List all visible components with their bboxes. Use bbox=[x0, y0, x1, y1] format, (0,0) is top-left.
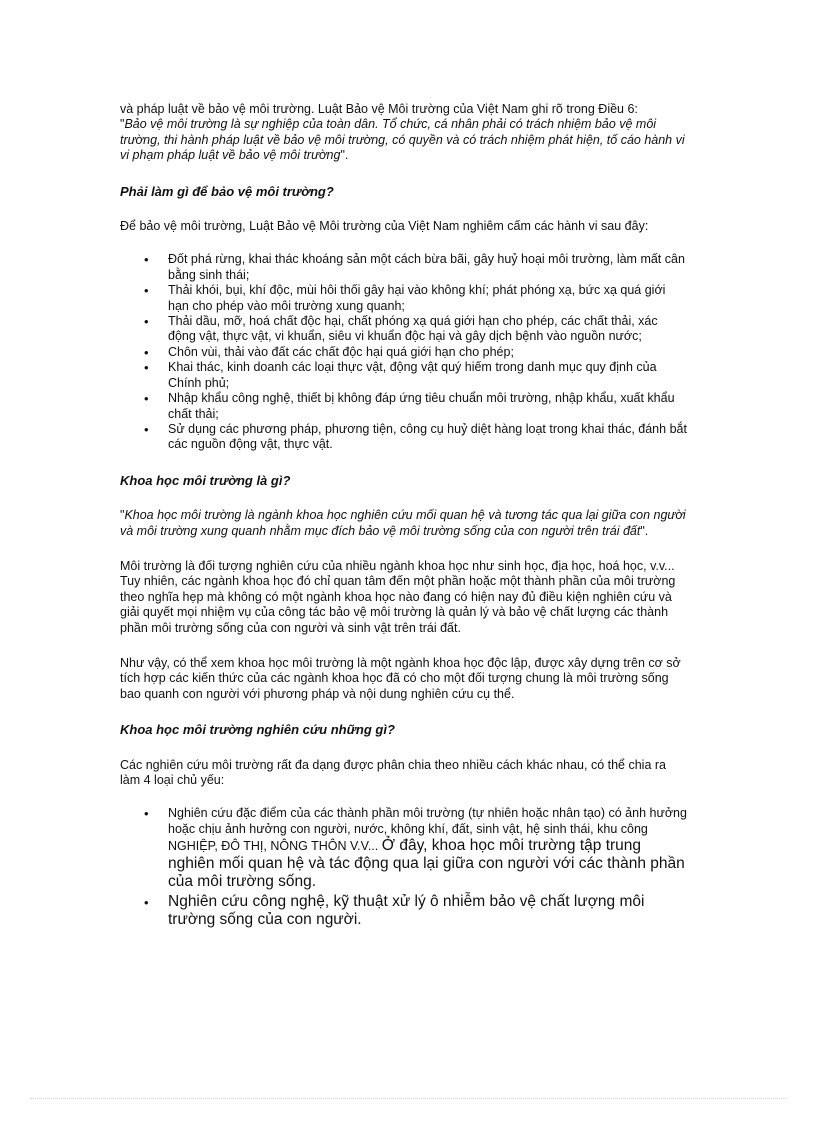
list-item: • Đốt phá rừng, khai thác khoáng sản một cách bừa bãi, gây huỷ hoại môi trường, làm mất cân bằng sinh thái; bbox=[120, 252, 688, 283]
definition-quote: Khoa học môi trường là ngành khoa học nghiên cứu mối quan hệ và tương tác qua lại giữa con người và môi trường xung quanh nhằm mục đích bảo vệ môi trường sống của con người trên trái đất bbox=[120, 508, 686, 538]
intro-quote: Bảo vệ môi trường là sự nghiệp của toàn dân. Tổ chức, cá nhân phải có trách nhiệm bảo vệ môi trường, thi hành pháp luật về bảo vệ môi trường, có quyền và có trách nhiệm phát hiện, tố cáo hành vi vi phạm pháp luật về bảo vệ môi trường bbox=[120, 117, 685, 163]
list-item: • Nghiên cứu công nghệ, kỹ thuật xử lý ô nhiễm bảo vệ chất lượng môi trường sống của con người. bbox=[120, 893, 688, 929]
science-paragraph-2: Như vậy, có thể xem khoa học môi trường là một ngành khoa học độc lập, được xây dựng trên cơ sở tích hợp các kiến thức của các ngành khoa học đã có cho một đối tượng chung là môi trường sống bao quanh con người với phương pháp và nội dung nghiên cứu cụ thể. bbox=[120, 655, 681, 701]
list-item: • Chôn vùi, thải vào đất các chất độc hại quá giới hạn cho phép; bbox=[120, 345, 688, 360]
list-item: • Thải khói, bụi, khí độc, mùi hôi thối gây hại vào không khí; phát phóng xạ, bức xạ quá giới hạn cho phép vào môi trường xung quanh; bbox=[120, 283, 688, 314]
intro-quote-close: ". bbox=[340, 148, 349, 163]
list-item: • Khai thác, kinh doanh các loại thực vật, động vật quý hiếm trong danh mục quy định của Chính phủ; bbox=[120, 360, 688, 391]
science-definition bbox=[120, 508, 688, 539]
definition-quote-open: " bbox=[120, 508, 125, 523]
section-heading-research: Khoa học môi trường nghiên cứu những gì? bbox=[120, 722, 395, 738]
intro-paragraph bbox=[120, 102, 688, 164]
prohibited-list bbox=[120, 252, 688, 452]
research-list bbox=[120, 806, 688, 929]
research-item-1-text: Nghiên cứu đặc điểm của các thành phần môi trường (tự nhiên hoặc nhân tạo) có ảnh hưởng hoặc chịu ảnh hưởng con người, nước, không khí, đất, sinh vật, hệ sinh thái, khu công NGHIỆP, ĐÔ THỊ, NÔNG THÔN V.V... bbox=[168, 806, 687, 854]
definition-quote-close: ". bbox=[640, 523, 649, 538]
list-item: • Nhập khẩu công nghệ, thiết bị không đáp ứng tiêu chuẩn môi trường, nhập khẩu, xuất khẩu chất thải; bbox=[120, 391, 688, 422]
science-paragraph-1: Môi trường là đối tượng nghiên cứu của nhiều ngành khoa học như sinh học, địa học, hoá học, v.v... Tuy nhiên, các ngành khoa học đó chỉ quan tâm đến một phần hoặc một thành phần của môi trường theo nghĩa hẹp mà không có một ngành khoa học nào đang có hiện nay đủ điều kiện nghiên cứu và giải quyết mọi nhiệm vụ của công tác bảo vệ môi trường là quản lý và bảo vệ chất lượng các thành phần môi trường sống của con người và sinh vật trên trái đất. bbox=[120, 558, 676, 635]
research-item-1-large-text: Ở đây, khoa học môi trường tập trung nghiên mối quan hệ và tác động qua lại giữa con người với các thành phần của môi trường sống. bbox=[168, 837, 685, 891]
list-item: • Thải dầu, mỡ, hoá chất độc hại, chất phóng xạ quá giới hạn cho phép, các chất thải, xác động vật, thực vật, vi khuẩn, siêu vi khuẩn độc hại và gây dịch bệnh vào nguồn nước; bbox=[120, 314, 688, 345]
list-item bbox=[120, 806, 688, 891]
intro-quote-open: " bbox=[120, 117, 125, 132]
section-heading-science: Khoa học môi trường là gì? bbox=[120, 472, 291, 488]
page-bottom-divider bbox=[30, 1098, 786, 1099]
section-heading-protect: Phải làm gì để bảo vệ môi trường? bbox=[120, 183, 334, 199]
list-item: • Sử dụng các phương pháp, phương tiện, công cụ huỷ diệt hàng loạt trong khai thác, đánh bắt các nguồn động vật, thực vật. bbox=[120, 422, 688, 453]
section-lead-research: Các nghiên cứu môi trường rất đa dạng được phân chia theo nhiều cách khác nhau, có thể chia ra làm 4 loại chủ yếu: bbox=[120, 757, 666, 787]
intro-text: và pháp luật về bảo vệ môi trường. Luật Bảo vệ Môi trường của Việt Nam ghi rõ trong Điều 6: bbox=[120, 102, 638, 116]
document-page bbox=[120, 102, 688, 929]
section-lead-protect: Để bảo vệ môi trường, Luật Bảo vệ Môi trường của Việt Nam nghiêm cấm các hành vi sau đây: bbox=[120, 219, 649, 234]
